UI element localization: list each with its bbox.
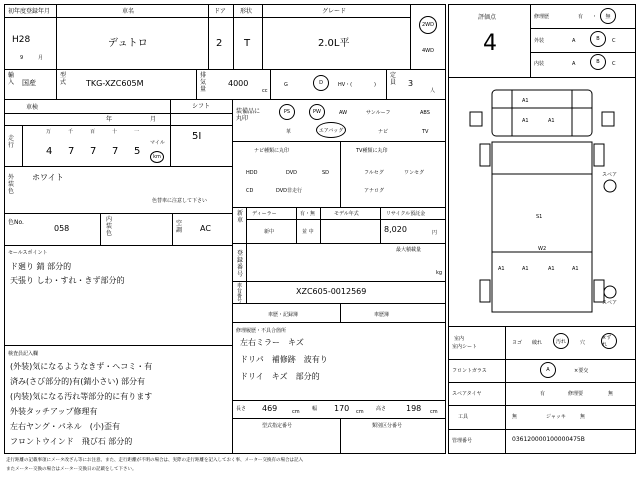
tools-value: 無 [512,414,518,420]
exterior-c: C [612,38,616,44]
repair-option-sep: ・ [592,14,598,20]
interior-a: A [572,61,576,67]
width-label: 幅 [312,406,318,412]
dealer-sub: 並 中 [302,229,314,235]
shape-label: 形状 [240,8,253,15]
doors-label: ドア [214,8,226,15]
diagram-spare-1: スペア [602,172,618,178]
doors-value: 2 [216,38,223,49]
spare-tire-no: 無 [608,391,614,397]
import-label: 輸入 [8,72,15,86]
recycle-value: 8,020 [384,225,407,234]
height-unit: cm [430,409,438,415]
equip-sunroof: サンルーフ [366,110,391,116]
seat-item-4: 穴 [580,340,586,346]
diagram-s1: S1 [536,214,543,220]
odo-unit-2: 百 [90,129,96,135]
seat-item-3: 汚れ [553,333,569,349]
cab-top-view [492,90,592,136]
grade-value: 2.0L平 [318,38,350,49]
sales-point-label: セールスポイント [8,250,48,256]
front-right-wheel [594,144,604,166]
fuel-close: ) [374,82,376,88]
rating-value: 4 [483,31,497,56]
glass-a: A [540,362,556,378]
shaken-label: 車検 [26,104,39,111]
color-no-label: 色No. [8,219,24,226]
tv-fullseg: フルセグ [364,170,384,176]
glass-replace: ×要交 [574,368,589,374]
recycle-label: リサイクル預託金 [386,211,426,217]
repair-option-no: 無 [600,8,616,24]
equip-pw: PW [309,104,325,120]
odo-unit-0: 万 [46,129,52,135]
dealer-value: 新中 [264,229,275,235]
first-reg-month-unit: 月 [38,55,44,61]
nav-sd: SD [322,170,330,176]
rear-left-wheel [480,280,490,302]
km-circle: km [150,151,164,163]
nav-hdd: HDD [246,170,258,176]
width-value: 170 [334,404,350,413]
shaken-month-unit: 月 [150,116,157,123]
equip-leather: 革 [286,129,292,135]
equip-label-1: 装備品に [236,108,261,115]
odo-digit-1: 7 [68,146,75,157]
right-mirror-shape [602,112,614,126]
color-no-value: 058 [54,224,70,233]
capacity-value: 3 [408,79,414,88]
mgmt-value: 036120000100000475B [512,436,585,443]
grade-label: グレード [322,8,347,15]
mile-label: マイル [150,140,165,146]
tv-title: TV種類に丸印 [356,148,388,154]
diagram-a1-4: A1 [498,266,505,272]
model-label: 型式 [60,72,67,86]
first-reg-month: 9 [20,55,24,61]
defect-line-2: ドリイ キズ 部分的 [240,372,320,381]
class-note-label: 類別区分番号 [372,423,403,429]
jack-label: ジャッキ [546,414,566,420]
rating-label: 評価点 [478,14,497,21]
defects-label: 修理履歴・不具合箇所 [236,328,287,334]
repair-option-yes: 有 [578,14,584,20]
ac-value: AC [200,224,211,233]
left-mirror-shape [470,112,482,126]
nav-title: ナビ種類に丸印 [254,148,290,154]
odo-digit-3: 7 [112,146,119,157]
nav-dvd-nonmove: DVD非走行 [276,188,303,194]
displacement-value: 4000 [228,79,249,88]
capacity-label: 定員 [390,72,397,86]
length-label: 長さ [236,406,247,412]
fuel-g: G [284,82,288,88]
diagram-a1-1: A1 [522,118,529,124]
capacity-unit: 人 [430,88,436,94]
seat-item-1: ヨゴ [512,340,523,346]
interior-seat-label-2: 室内シート [452,344,478,350]
equip-nav: ナビ [378,129,389,135]
rear-right-wheel [594,280,604,302]
nav-cd: CD [246,188,254,194]
first-reg-label: 初年度登録年月 [8,8,51,15]
exterior-color-label: 外装色 [8,174,15,195]
repair-label: 修理歴 [534,14,550,20]
first-reg-year: H28 [12,35,31,45]
defect-line-1: ドリパ 補修跡 波有り [240,355,328,364]
inspector-line-0: (外装)気になるようなきず・ヘコミ・有 [10,362,153,371]
displacement-unit: cc [262,88,268,94]
vehicle-name-label: 車名 [122,8,135,15]
dealer-status: 有・無 [300,211,316,217]
front-glass-label: フロントガラス [452,368,487,374]
truck-body [492,142,592,312]
record-label: 車歴・記録簿 [268,312,299,318]
equip-label-2: 丸印 [236,115,249,122]
tv-analog: アナログ [364,188,385,194]
odo-unit-4: 一 [134,129,140,135]
odometer-label: 走行 [8,135,15,149]
fuel-hv: HV・( [338,82,353,88]
odo-digit-2: 7 [90,146,97,157]
exterior-a: A [572,38,576,44]
diagram-a1-5: A1 [522,266,529,272]
spare-tire-label: スペアタイヤ [452,391,482,397]
height-label: 高さ [376,406,387,412]
max-load-label: 最大積載量 [396,247,422,253]
exterior-b: B [590,31,606,47]
max-load-unit: kg [436,270,443,276]
seat-item-5: ×ずれ [601,333,617,349]
diagram-a1-3: A1 [522,98,529,104]
inspector-line-5: フロントウインド 飛び石 部分的 [10,437,133,446]
odo-digit-0: 4 [46,146,53,157]
shift-value: 5I [192,131,202,142]
equip-ps: PS [279,104,295,120]
sales-line-1: 天張り しわ・すれ・きず部分的 [10,276,125,285]
model-year-label: モデル年式 [334,211,359,217]
odo-digit-4: 5 [134,146,141,157]
drive-2wd-circle: 2WD [419,16,437,34]
spare-tire-shape [604,180,616,192]
diagram-a1-7: A1 [572,266,579,272]
inspector-line-4: 左右ヤング・パネル (小)歪有 [10,422,121,431]
spare-tire-yes: 有 [540,391,546,397]
tv-oneseg: ワンセグ [404,170,425,176]
interior-b: B [590,54,606,70]
shape-value: T [244,38,251,49]
chassis-value: XZC605-0012569 [296,287,367,296]
history-label: 車歴簿 [374,312,390,318]
recycle-unit: 円 [432,230,438,236]
equip-abs: ABS [420,110,430,116]
spare-tire-repair: 修理要 [568,391,584,397]
inspector-line-2: (内装)気になる汚れ等部分的に有ります [10,392,153,401]
import-value: 国産 [22,79,36,87]
inspector-line-3: 外装タッチアップ修理有 [10,407,98,416]
tools-label: 工具 [458,414,469,420]
dealer-label: ディーラー [252,211,277,217]
footer-line-1: 走行距離の記載事項にメータ改ざん等にお注意、また、走行距離が不明の場合は、実際の走行距離を記入しておく事、メーター交換有の場合は記入 [6,458,303,463]
front-left-wheel [480,144,490,166]
displacement-label: 排気量 [200,72,207,93]
exterior-color-value: ホワイト [32,173,64,182]
model-note-label: 型式指定番号 [262,423,293,429]
diagram-a1-2: A1 [548,118,555,124]
inspector-label: 検査員記入欄 [8,351,39,357]
sales-line-0: ド廻り 錆 部分的 [10,262,72,271]
diagram-a1-6: A1 [548,266,555,272]
shaken-year-unit: 年 [106,116,113,123]
mgmt-label: 管理番号 [452,438,473,444]
equip-airbag: エアバッグ [316,122,346,138]
car-damage-diagram [452,82,632,324]
equip-aw: AW [339,110,348,116]
drive-4wd: 4WD [422,48,434,54]
ac-label: 空調 [176,220,183,234]
length-value: 469 [262,404,278,413]
chassis-label: 車台番号 [237,283,243,304]
interior-grade-label: 内装 [534,61,545,67]
model-value: TKG-XZC605M [86,79,144,88]
diagram-spare-2: スペア [602,300,618,306]
odo-unit-3: 十 [112,129,118,135]
vehicle-name-value: デュトロ [108,38,148,49]
odo-unit-1: 千 [68,129,74,135]
width-unit: cm [356,409,364,415]
reg-number-label: 登録番号 [237,250,244,278]
new-car-label: 新車 [237,210,244,224]
nav-dvd: DVD [286,170,298,176]
equip-tv: TV [422,129,429,135]
shift-label: シフト [192,103,211,110]
height-value: 198 [406,404,422,413]
diagram-w2: W2 [538,246,547,252]
inspector-line-1: 済み(さび部分的)有(錆小さい) 部分有 [10,377,146,386]
color-change-note: 色替車に注意して下さい [152,198,208,204]
length-unit: cm [292,409,300,415]
exterior-grade-label: 外装 [534,38,545,44]
defect-line-0: 左右ミラー キズ [240,338,304,347]
interior-c: C [612,61,616,67]
interior-seat-label-1: 室内 [454,336,465,342]
seat-item-2: 破れ [532,340,543,346]
footer-line-2: またメーター交換の場合はメーター交換日の記載をして下さい。 [6,467,137,472]
jack-value: 無 [580,414,586,420]
interior-color-label: 内装色 [106,216,113,237]
fuel-d-circle: D [313,75,329,91]
